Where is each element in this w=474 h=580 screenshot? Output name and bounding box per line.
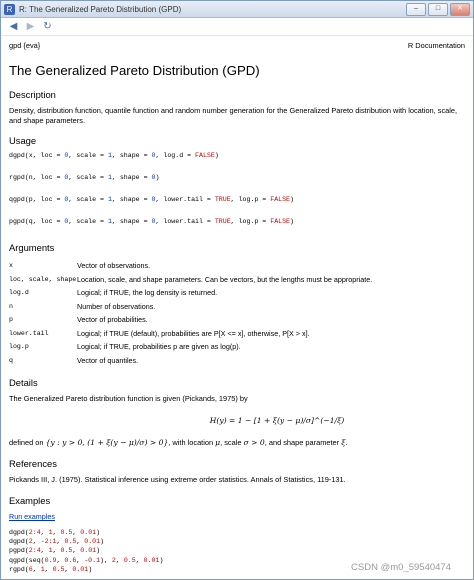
references-heading: References: [9, 458, 57, 469]
code-token: ): [155, 174, 160, 181]
code-token: ,: [56, 556, 65, 564]
code-token: 2: [28, 538, 33, 546]
code-token: dgpd(: [9, 538, 29, 546]
code-token: ,: [64, 565, 73, 573]
minimize-button[interactable]: –: [406, 3, 426, 16]
r-app-icon: R: [4, 4, 15, 15]
example-line: [9, 537, 465, 546]
code-token: ,: [44, 565, 53, 573]
code-token: rgpd(: [9, 565, 29, 573]
code-token: ,: [72, 529, 81, 536]
code-token: ): [290, 218, 294, 225]
code-token: ,: [52, 529, 61, 536]
title-bar[interactable]: [1, 1, 473, 18]
usage-line: [9, 174, 465, 196]
code-token: , lower.tail =: [155, 196, 215, 203]
code-token: TRUE: [214, 218, 231, 225]
argument-description: Vector of probabilities.: [77, 315, 148, 325]
code-token: 0: [151, 218, 156, 225]
code-token: 1: [40, 565, 45, 573]
code-token: qgpd(seq(: [9, 556, 45, 564]
code-token: -2:1: [40, 538, 57, 546]
maximize-button[interactable]: □: [428, 3, 448, 16]
code-token: 0.01: [84, 538, 101, 546]
code-token: ,: [76, 538, 85, 546]
forward-arrow-icon[interactable]: ▶: [26, 21, 35, 32]
defined-prefix: defined on: [9, 438, 44, 447]
code-token: 0.5: [123, 556, 136, 564]
code-token: ,: [115, 556, 124, 564]
code-token: FALSE: [195, 152, 215, 159]
code-token: pgpd(q, loc =: [9, 218, 65, 225]
code-token: 0: [151, 174, 156, 181]
code-token: 0.01: [143, 556, 160, 564]
code-token: , log.p =: [230, 196, 271, 203]
window-title: R: The Generalized Pareto Distribution (GPD): [19, 4, 182, 14]
code-token: 1: [48, 529, 53, 536]
details-domain: [9, 438, 465, 448]
gpd-formula: [89, 410, 465, 432]
argument-name: loc, scale, shape: [9, 275, 77, 283]
close-button[interactable]: ✕: [450, 3, 470, 16]
code-token: 0.5: [64, 538, 77, 546]
arguments-table: [9, 259, 372, 367]
mu-symbol: μ: [215, 438, 221, 447]
code-token: 0.01: [80, 529, 97, 536]
code-token: , shape =: [111, 174, 152, 181]
code-token: 1: [107, 218, 112, 225]
code-token: qgpd(p, loc =: [9, 196, 65, 203]
argument-description: Logical; if TRUE (default), probabilities are P[X <= x], otherwise, P[X > x].: [77, 328, 310, 338]
usage-heading: Usage: [9, 135, 37, 146]
argument-name: log.p: [9, 343, 29, 351]
examples-heading: Examples: [9, 495, 51, 506]
code-token: 1: [48, 547, 53, 555]
details-heading: Details: [9, 377, 38, 388]
page-title: The Generalized Pareto Distribution (GPD): [9, 63, 260, 78]
argument-description: Logical; if TRUE, probabilities p are given as log(p).: [77, 342, 241, 352]
example-line: [9, 528, 465, 537]
code-token: , lower.tail =: [155, 218, 215, 225]
references-text: Pickands III, J. (1975). Statistical inference using extreme order statistics. Annals of Statistics, 119-131.: [9, 475, 346, 484]
xi-symbol: ξ: [341, 438, 346, 447]
code-token: ): [88, 565, 93, 573]
argument-row: [9, 273, 372, 287]
code-token: ),: [100, 556, 112, 564]
code-token: ,: [32, 565, 41, 573]
doc-label: R Documentation: [407, 41, 465, 50]
code-token: 1: [107, 152, 112, 159]
details-intro: The Generalized Pareto distribution function is given (Pickands, 1975) by: [9, 394, 248, 403]
example-line: [9, 546, 465, 555]
code-token: 1: [107, 174, 112, 181]
code-token: 0.5: [52, 565, 65, 573]
description-heading: Description: [9, 89, 56, 100]
code-token: 0.6: [64, 556, 77, 564]
refresh-icon[interactable]: ↻: [43, 21, 52, 32]
package-name: gpd {eva}: [9, 41, 41, 50]
code-token: ,: [40, 547, 49, 555]
argument-name: n: [9, 302, 13, 310]
code-token: ): [96, 547, 101, 555]
code-token: rgpd(n, loc =: [9, 174, 65, 181]
code-token: ): [214, 152, 219, 159]
formula-text: H(y) = 1 − [1 + ξ(y − μ)/σ]^(−1/ξ): [209, 416, 345, 425]
usage-block: [9, 152, 465, 240]
code-token: 2:4: [28, 529, 41, 536]
code-token: 2: [111, 556, 116, 564]
code-token: 0.01: [72, 565, 89, 573]
code-token: 0.01: [80, 547, 97, 555]
argument-description: Vector of observations.: [77, 261, 151, 271]
description-text: Density, distribution function, quantile function and random number generation for the Generalized Pareto distribution with location, scale, and shape parameters.: [9, 106, 458, 125]
argument-row: [9, 327, 372, 341]
code-token: 0.5: [60, 529, 73, 536]
argument-description: Logical; if TRUE, the log density is returned.: [77, 288, 218, 298]
usage-line: [9, 218, 465, 240]
with-location-text: , with location: [168, 438, 214, 447]
code-token: ,: [76, 556, 85, 564]
code-token: 0: [151, 196, 156, 203]
code-token: ,: [56, 538, 65, 546]
code-token: 0: [64, 174, 69, 181]
code-token: ,: [52, 547, 61, 555]
code-token: FALSE: [270, 218, 291, 225]
argument-row: [9, 340, 372, 354]
code-token: , scale =: [68, 218, 108, 225]
argument-name: lower.tail: [9, 329, 49, 337]
code-token: 0: [64, 218, 69, 225]
code-token: , shape =: [111, 196, 152, 203]
code-token: dgpd(x, loc =: [9, 152, 65, 159]
code-token: ,: [40, 529, 49, 536]
doc-header: [9, 41, 465, 53]
code-token: , scale =: [68, 152, 108, 159]
code-token: dgpd(: [9, 529, 29, 536]
argument-name: p: [9, 316, 13, 324]
toolbar: [1, 18, 473, 36]
argument-row: [9, 300, 372, 314]
argument-name: x: [9, 262, 13, 270]
code-token: 6: [28, 565, 33, 573]
argument-name: log.d: [9, 289, 29, 297]
code-token: 1: [107, 196, 112, 203]
argument-row: [9, 313, 372, 327]
argument-description: Number of observations.: [77, 301, 156, 311]
argument-row: [9, 354, 372, 368]
code-token: 0.9: [44, 556, 57, 564]
usage-line: [9, 152, 465, 174]
code-token: , scale =: [68, 174, 108, 181]
shape-text: , and shape parameter: [264, 438, 340, 447]
arguments-heading: Arguments: [9, 242, 55, 253]
code-token: 0: [64, 196, 69, 203]
usage-line: [9, 196, 465, 218]
sigma-condition: σ > 0: [243, 438, 265, 447]
code-token: 0: [151, 152, 156, 159]
argument-row: [9, 259, 372, 273]
details-end: .: [345, 438, 348, 447]
code-token: ): [96, 529, 101, 536]
code-token: 0.5: [60, 547, 73, 555]
code-token: , log.p =: [230, 218, 271, 225]
code-token: ): [290, 196, 294, 203]
code-token: ): [159, 556, 164, 564]
argument-name: q: [9, 356, 13, 364]
code-token: ,: [32, 538, 41, 546]
help-content: [1, 41, 473, 574]
argument-description: Vector of quantiles.: [77, 355, 139, 365]
code-token: , shape =: [111, 218, 152, 225]
scale-text: , scale: [220, 438, 242, 447]
run-examples-link[interactable]: Run examples: [9, 512, 55, 521]
code-token: FALSE: [270, 196, 291, 203]
code-token: pgpd(: [9, 547, 29, 555]
argument-description: Location, scale, and shape parameters. Can be vectors, but the lengths must be appropriate.: [77, 274, 373, 284]
code-token: -0.1: [84, 556, 101, 564]
code-token: ): [100, 538, 105, 546]
code-token: , log.d =: [155, 152, 196, 159]
argument-row: [9, 286, 372, 300]
code-token: , shape =: [111, 152, 152, 159]
code-token: ,: [72, 547, 81, 555]
code-token: , scale =: [68, 196, 108, 203]
back-arrow-icon[interactable]: ◀: [9, 21, 18, 32]
code-token: 2:4: [28, 547, 41, 555]
watermark: CSDN @m0_59540474: [351, 562, 451, 573]
domain-math: {y : y > 0, (1 + ξ(y − μ)/σ) > 0}: [45, 438, 169, 447]
code-token: TRUE: [214, 196, 231, 203]
code-token: 0: [64, 152, 69, 159]
code-token: ,: [135, 556, 144, 564]
